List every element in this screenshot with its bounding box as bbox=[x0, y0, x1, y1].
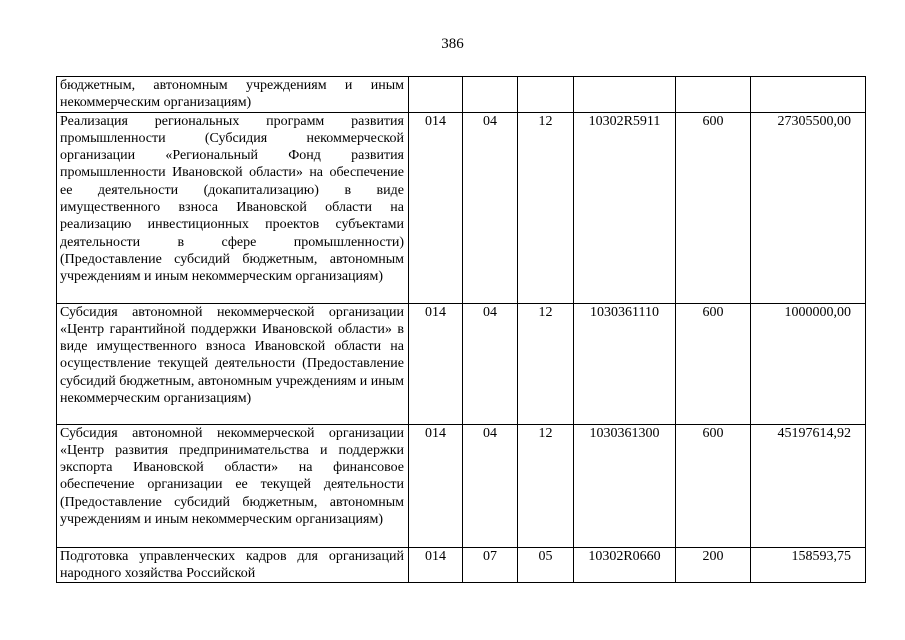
section-code-cell bbox=[463, 77, 518, 113]
amount-cell: 27305500,00 bbox=[751, 112, 866, 303]
target-article-cell: 10302R5911 bbox=[574, 112, 676, 303]
target-article-cell bbox=[574, 77, 676, 113]
target-article-cell: 1030361300 bbox=[574, 424, 676, 547]
expense-type-cell bbox=[676, 77, 751, 113]
description-cell: Субсидия автономной некоммерческой организации «Центр гарантийной поддержки Ивановской области» в виде имущественного взноса Ивановской области на осуществление текущей деятельности (Предоставление субсидий бюджетным, автономным учреждениям и иным некоммерческим организациям) bbox=[57, 303, 409, 424]
subsection-code-cell: 05 bbox=[518, 547, 574, 583]
amount-cell: 45197614,92 bbox=[751, 424, 866, 547]
expense-type-cell: 600 bbox=[676, 112, 751, 303]
ministry-code-cell: 014 bbox=[409, 424, 463, 547]
subsection-code-cell: 12 bbox=[518, 112, 574, 303]
table-row bbox=[57, 112, 866, 303]
ministry-code-cell: 014 bbox=[409, 547, 463, 583]
section-code-cell: 04 bbox=[463, 112, 518, 303]
subsection-code-cell: 12 bbox=[518, 424, 574, 547]
section-code-cell: 04 bbox=[463, 303, 518, 424]
expense-type-cell: 600 bbox=[676, 303, 751, 424]
description-cell: Субсидия автономной некоммерческой организации «Центр развития предпринимательства и поддержки экспорта Ивановской области» на финансовое обеспечение организации ее текущей деятельности (Предоставление субсидий бюджетным, автономным учреждениям и иным некоммерческим организациям) bbox=[57, 424, 409, 547]
section-code-cell: 04 bbox=[463, 424, 518, 547]
amount-cell bbox=[751, 77, 866, 113]
subsection-code-cell bbox=[518, 77, 574, 113]
ministry-code-cell: 014 bbox=[409, 303, 463, 424]
ministry-code-cell: 014 bbox=[409, 112, 463, 303]
subsection-code-cell: 12 bbox=[518, 303, 574, 424]
expense-type-cell: 600 bbox=[676, 424, 751, 547]
section-code-cell: 07 bbox=[463, 547, 518, 583]
target-article-cell: 1030361110 bbox=[574, 303, 676, 424]
table-row bbox=[57, 77, 866, 113]
target-article-cell: 10302R0660 bbox=[574, 547, 676, 583]
amount-cell: 158593,75 bbox=[751, 547, 866, 583]
budget-table bbox=[56, 76, 866, 583]
table-row bbox=[57, 547, 866, 583]
table-row bbox=[57, 303, 866, 424]
page-number: 386 bbox=[441, 36, 464, 52]
expense-type-cell: 200 bbox=[676, 547, 751, 583]
description-cell: бюджетным, автономным учреждениям и иным некоммерческим организациям) bbox=[57, 77, 409, 113]
description-cell: Реализация региональных программ развития промышленности (Субсидия некоммерческой организации «Региональный Фонд развития промышленности Ивановской области» на обеспечение ее деятельности (докапитализацию) в виде имущественного взноса Ивановской области на реализацию инвестиционных проектов субъектами деятельности в сфере промышленности) (Предоставление субсидий бюджетным, автономным учреждениям и иным некоммерческим организациям) bbox=[57, 112, 409, 303]
description-cell: Подготовка управленческих кадров для организаций народного хозяйства Российской bbox=[57, 547, 409, 583]
amount-cell: 1000000,00 bbox=[751, 303, 866, 424]
ministry-code-cell bbox=[409, 77, 463, 113]
table-row bbox=[57, 424, 866, 547]
